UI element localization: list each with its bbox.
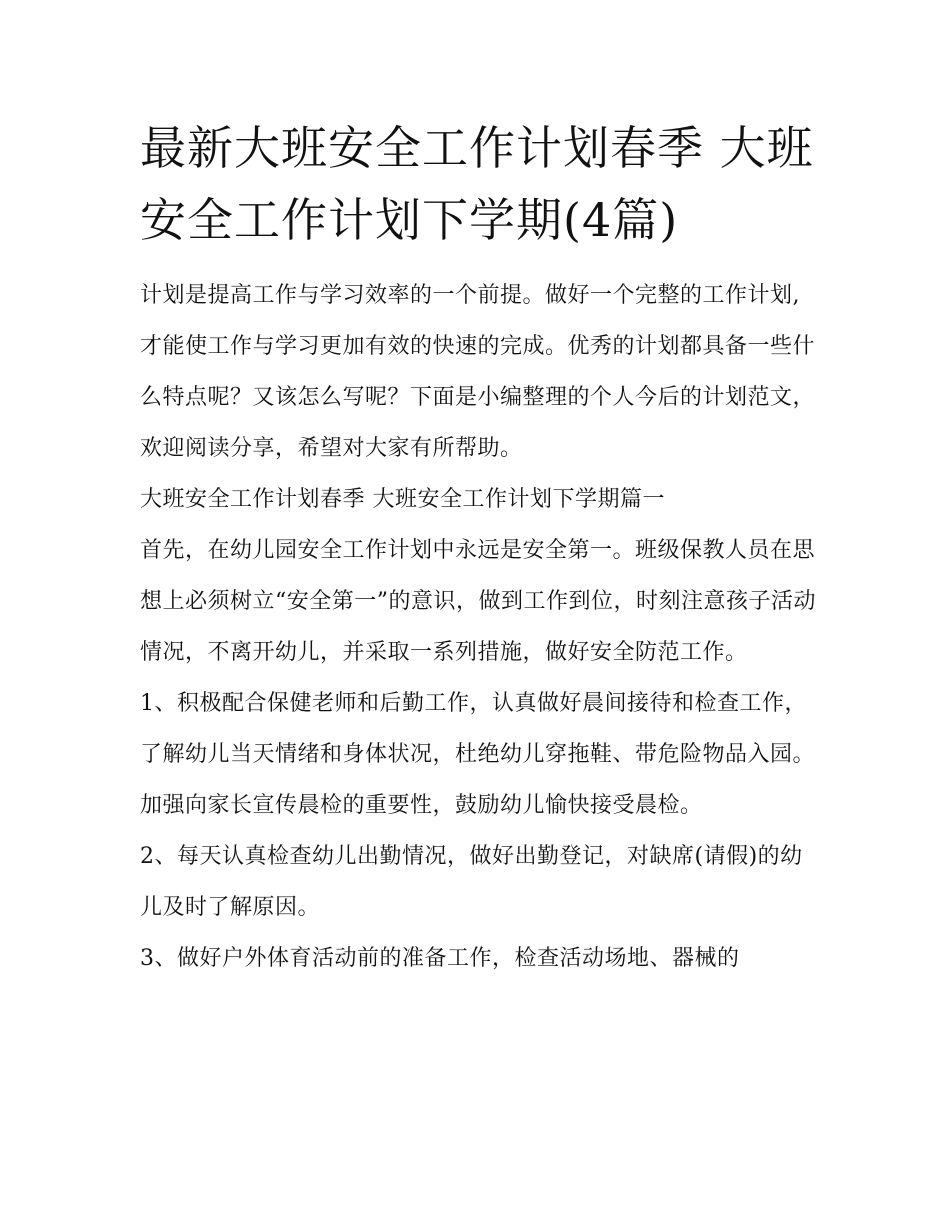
document-page <box>140 112 820 984</box>
list-item-2: 2、每天认真检查幼儿出勤情况，做好出勤登记，对缺席(请假)的幼儿及时了解原因。 <box>140 844 803 920</box>
document-title: 最新大班安全工作计划春季 大班安全工作计划下学期(4篇) <box>140 121 814 247</box>
intro-paragraph: 计划是提高工作与学习效率的一个前提。做好一个完整的工作计划,才能使工作与学习更加有效的快速的完成。优秀的计划都具备一些什么特点呢？又该怎么写呢？下面是小编整理的个人今后的计划范文，欢迎阅读分享，希望对大家有所帮助。 <box>140 283 816 461</box>
list-item-3: 3、做好户外体育活动前的准备工作，检查活动场地、器械的 <box>140 946 740 971</box>
section-heading: 大班安全工作计划春季 大班安全工作计划下学期篇一 <box>140 487 665 512</box>
list-item-1: 1、积极配合保健老师和后勤工作，认真做好晨间接待和检查工作，了解幼儿当天情绪和身体状况，杜绝幼儿穿拖鞋、带危险物品入园。加强向家长宣传晨检的重要性，鼓励幼儿愉快接受晨检。 <box>140 691 816 818</box>
body-paragraph: 首先，在幼儿园安全工作计划中永远是安全第一。班级保教人员在思想上必须树立“安全第一”的意识，做到工作到位，时刻注意孩子活动情况，不离开幼儿，并采取一系列措施，做好安全防范工作。 <box>140 538 816 665</box>
